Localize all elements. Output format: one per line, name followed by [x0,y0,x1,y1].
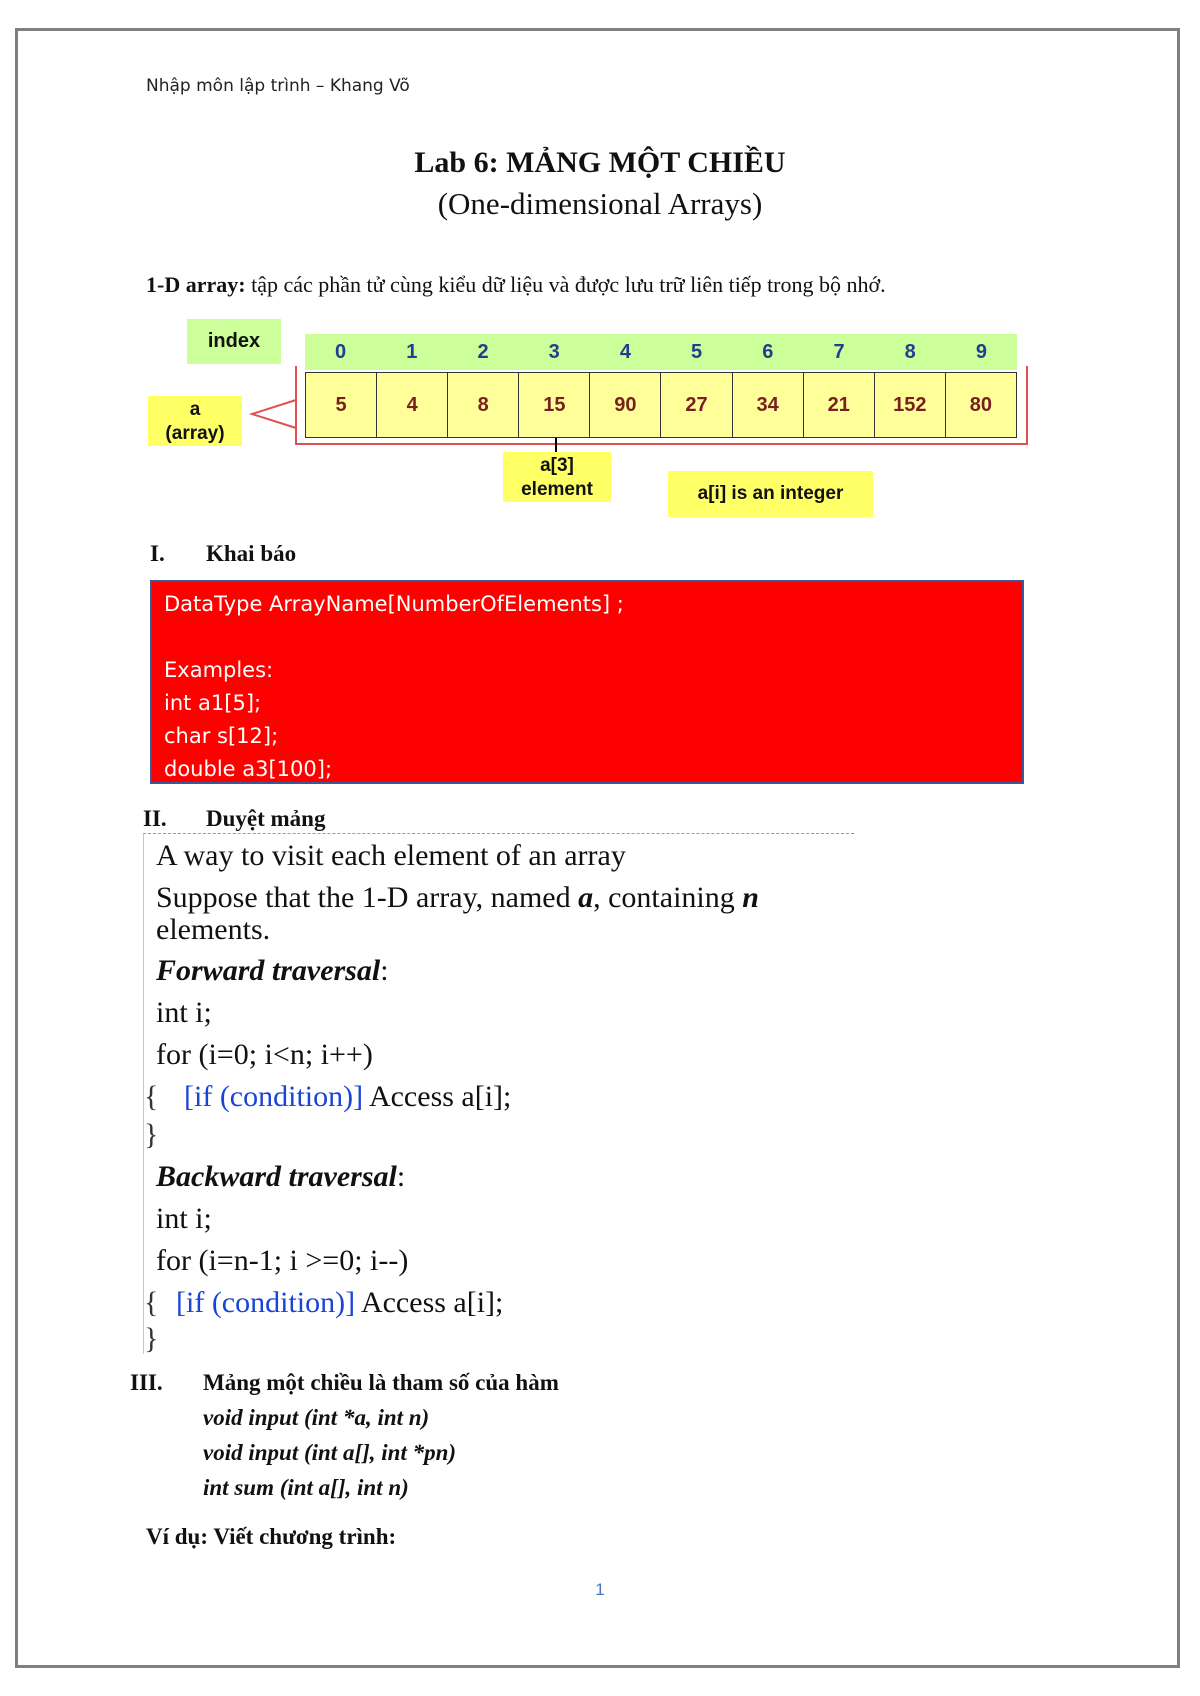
access-statement: Access a[i]; [363,1080,512,1113]
index-cell: 4 [619,341,631,363]
page-number: 1 [595,1580,605,1599]
forward-body [184,1080,511,1114]
close-brace: } [144,1118,159,1151]
document-title: Lab 6: MẢNG MỘT CHIỀU [414,146,786,179]
page-header: Nhập môn lập trình – Khang Võ [146,76,410,96]
section-number: I. [150,541,165,566]
intro-definition: tập các phần tử cùng kiểu dữ liệu và được lưu trữ liên tiếp trong bộ nhớ. [245,272,886,297]
section-number: II. [143,806,167,831]
index-cell: 8 [904,341,916,363]
section-title: Khai báo [206,541,297,566]
text-run: Suppose that the 1-D array, named [156,881,579,914]
backward-decl: int i; [156,1202,212,1235]
value-cell: 8 [448,373,519,437]
value-cell: 80 [969,394,993,416]
section-title: Duyệt mảng [206,806,326,831]
index-cell: 9 [975,341,987,363]
backward-label: Backward traversal [156,1160,397,1193]
backward-traversal-heading [156,1160,405,1194]
traversal-description: A way to visit each element of an array [156,839,626,872]
traversal-supposition [156,881,759,915]
traversal-text-box [143,833,854,1354]
intro-term: 1-D array: [146,272,246,297]
value-cell: 34 [733,373,804,437]
colon: : [396,1160,406,1193]
code-example: int a1[5]; [164,691,262,715]
code-example: double a3[100]; [164,757,333,781]
condition: [if (condition)] [184,1080,364,1113]
var-a: a [578,881,594,914]
index-cell: 5 [691,341,703,363]
index-cell: 6 [762,341,774,363]
index-cell: 1 [406,341,418,363]
index-cell: 0 [335,341,347,363]
declaration-code-box [150,580,1024,784]
element-type-label: a[i] is an integer [668,471,873,517]
forward-decl: int i; [156,996,212,1029]
open-brace: { [144,1080,159,1113]
element-label-caption: element [521,479,593,500]
examples-label: Examples: [164,658,274,682]
document-subtitle: (One-dimensional Arrays) [437,186,763,221]
index-cell: 2 [477,341,489,363]
value-cell: 4 [377,373,448,437]
section-number: III. [130,1370,163,1395]
value-cell: 5 [306,373,377,437]
backward-body [176,1286,503,1320]
close-brace: } [144,1322,159,1355]
array-label-name: a [189,399,201,420]
index-row [305,334,1017,370]
function-prototype: void input (int a[], int *pn) [203,1440,457,1465]
element-label-name: a[3] [540,455,574,476]
array-label-type: (array) [165,423,225,444]
syntax-line: DataType ArrayName[NumberOfElements] ; [164,592,624,616]
index-cell: 3 [548,341,560,363]
backward-for-loop: for (i=n-1; i >=0; i--) [156,1244,409,1277]
text-run: , containing [593,881,743,914]
forward-label: Forward traversal [156,954,381,987]
condition: [if (condition)] [176,1286,356,1319]
value-cell: 152 [875,373,946,437]
index-label: index [187,319,281,364]
access-statement: Access a[i]; [355,1286,504,1319]
function-prototype: int sum (int a[], int n) [203,1475,409,1500]
open-brace: { [144,1286,159,1319]
example-heading: Ví dụ: Viết chương trình: [146,1524,397,1549]
value-row [305,372,1017,438]
index-cell: 7 [833,341,845,363]
array-label [148,396,242,446]
function-prototype: void input (int *a, int n) [203,1405,430,1430]
forward-for-loop: for (i=0; i<n; i++) [156,1038,373,1071]
code-example: char s[12]; [164,724,279,748]
var-n: n [742,881,759,914]
traversal-supposition-end: elements. [156,913,271,946]
section-title: Mảng một chiều là tham số của hàm [203,1370,559,1395]
forward-traversal-heading [156,954,389,988]
value-cell: 21 [804,373,875,437]
value-cell: 27 [661,373,732,437]
value-cell: 90 [590,373,661,437]
element-label [503,452,611,502]
value-cell: 15 [519,373,590,437]
colon: : [380,954,389,987]
